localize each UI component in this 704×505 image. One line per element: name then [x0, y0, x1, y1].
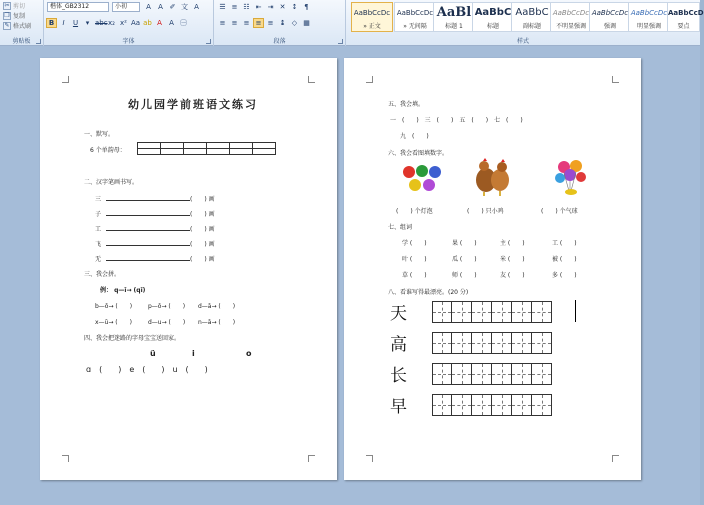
justify-icon[interactable]: ≡	[253, 18, 264, 28]
show-marks-icon[interactable]: ¶	[304, 3, 309, 11]
paragraph-group-label: 段落	[273, 38, 286, 45]
multilevel-list-icon[interactable]: ☷	[243, 3, 250, 11]
section-2-heading: 二、汉字笔画书写。	[84, 179, 139, 186]
clipboard-group-label: 剪贴板	[12, 38, 31, 45]
page-2[interactable]	[344, 58, 641, 480]
subscript-icon[interactable]: x₂	[108, 19, 115, 27]
section-1-heading: 一、默写。	[84, 131, 115, 138]
cut-button[interactable]: ✂ 剪切	[4, 1, 26, 10]
word-item: 师 ( )	[452, 272, 477, 279]
style-subtle-emphasis[interactable]: AaBbCcDc 不明显强调	[550, 2, 592, 32]
stroke-answer-line[interactable]	[106, 245, 190, 246]
writing-grid-row[interactable]	[432, 332, 552, 354]
style-heading-1[interactable]: AaBl 标题 1	[433, 2, 475, 32]
align-right-icon[interactable]: ≡	[243, 19, 250, 27]
stroke-answer-line[interactable]	[106, 230, 190, 231]
stroke-count-blank: ( ) 画	[190, 241, 215, 248]
styles-group-label: 样式	[516, 38, 529, 45]
stroke-char: 子	[95, 211, 102, 218]
highlight-icon[interactable]: ab	[143, 19, 152, 27]
copy-button[interactable]: ❐ 复制	[4, 11, 26, 20]
chinese-layout-icon[interactable]: ✕	[279, 3, 286, 11]
pinyin-item: b—ō→ ( )	[95, 303, 133, 310]
brush-icon: ✎	[4, 21, 10, 29]
model-character: 高	[390, 335, 407, 355]
decrease-indent-icon[interactable]: ⇤	[255, 3, 262, 11]
font-launcher-icon[interactable]	[206, 39, 211, 44]
paragraph-group	[214, 0, 346, 46]
document-workspace[interactable]	[0, 46, 700, 505]
format-painter-button[interactable]: ✎ 格式刷	[4, 21, 32, 30]
section-8-heading: 八、看谁写得最漂亮。(20 分)	[388, 289, 469, 296]
model-character: 早	[390, 397, 407, 417]
clipboard-group	[0, 0, 44, 46]
vowel-label: 6 个单韵母：	[90, 147, 126, 154]
font-size-select[interactable]: 小初	[112, 2, 140, 12]
light-bulbs-picture	[400, 160, 444, 196]
pinyin-item: x—ū→ ( )	[95, 319, 132, 326]
style-intense-emphasis[interactable]: AaBbCcDc 明显强调	[628, 2, 670, 32]
underline-icon[interactable]: U	[72, 19, 79, 27]
stroke-char: 飞	[95, 241, 102, 248]
copy-icon: ❐	[4, 11, 10, 19]
style-normal[interactable]: AaBbCcDc » 正文	[351, 2, 393, 32]
word-item: 主 ( )	[500, 240, 525, 247]
stroke-char: 工	[95, 226, 102, 233]
line-spacing-icon[interactable]: ↨	[279, 19, 286, 27]
page-1[interactable]	[40, 58, 337, 480]
margin-mark-top-left	[366, 76, 373, 83]
stroke-answer-line[interactable]	[106, 200, 190, 201]
char-border-icon[interactable]: A	[194, 3, 199, 11]
loose-letter: o	[246, 349, 252, 358]
superscript-icon[interactable]: x²	[120, 19, 127, 27]
shading-icon[interactable]: ◇	[291, 19, 298, 27]
word-item: 米 ( )	[500, 256, 525, 263]
stroke-count-blank: ( ) 画	[190, 211, 215, 218]
word-item: 被 ( )	[552, 256, 577, 263]
section-4-heading: 四、我会把迷路的字母宝宝送回家。	[84, 335, 181, 342]
borders-icon[interactable]: ▦	[303, 19, 310, 27]
chicks-picture	[472, 158, 512, 196]
stroke-answer-line[interactable]	[106, 260, 190, 261]
word-item: 工 ( )	[552, 240, 577, 247]
align-left-icon[interactable]: ≡	[219, 19, 226, 27]
section-6-heading: 六、我会看图填数字。	[388, 150, 449, 157]
font-toolbar-row2	[46, 18, 189, 28]
picture-count-blank: ( ) 个气球	[541, 208, 578, 215]
align-center-icon[interactable]: ≡	[231, 19, 238, 27]
stroke-count-blank: ( ) 画	[190, 226, 215, 233]
increase-indent-icon[interactable]: ⇥	[267, 3, 274, 11]
font-family-select[interactable]: 楷体_GB2312	[47, 2, 109, 12]
loose-letter: ü	[150, 349, 156, 358]
writing-grid-row[interactable]	[432, 363, 552, 385]
text-cursor	[575, 300, 576, 322]
stroke-char: 三	[95, 196, 102, 203]
strikethrough-icon[interactable]: abc	[95, 19, 108, 27]
word-item: 学 ( )	[402, 240, 427, 247]
underline-dropdown-icon[interactable]: ▾	[85, 19, 90, 27]
number-sequence-row-1: 一 ( ) 三 ( ) 五 ( ) 七 ( )	[390, 117, 523, 124]
writing-grid-row[interactable]	[432, 301, 552, 323]
grow-font-icon[interactable]: A	[146, 3, 151, 11]
margin-mark-top-left	[62, 76, 69, 83]
phonetic-guide-icon[interactable]: 文	[181, 3, 188, 11]
number-sequence-row-2: 九 ( )	[400, 133, 429, 140]
styles-group	[346, 0, 704, 46]
change-case-icon[interactable]: Aa	[131, 19, 141, 27]
italic-icon[interactable]: I	[62, 19, 65, 27]
bold-icon[interactable]: B	[46, 18, 57, 28]
picture-count-blank: ( ) 个灯泡	[396, 208, 433, 215]
shrink-font-icon[interactable]: A	[158, 3, 163, 11]
word-item: 友 ( )	[500, 272, 525, 279]
pinyin-item: d—u→ ( )	[148, 319, 186, 326]
style-subtitle[interactable]: AaBbC 副标题	[511, 2, 553, 32]
stroke-count-blank: ( ) 画	[190, 256, 215, 263]
scissors-icon: ✂	[4, 1, 10, 9]
pinyin-item: n—ā→ ( )	[198, 319, 236, 326]
word-item: 果 ( )	[452, 240, 477, 247]
worksheet-title: 幼儿园学前班语文练习	[128, 98, 258, 111]
word-item: 草 ( )	[402, 272, 427, 279]
pinyin-example: 例： q—ī→ (qī)	[100, 287, 146, 294]
stroke-answer-line[interactable]	[106, 215, 190, 216]
margin-mark-top-right	[612, 76, 619, 83]
char-shading-icon[interactable]: A	[169, 19, 174, 27]
margin-mark-bottom-right	[612, 455, 619, 462]
pinyin-item: d—ā→ ( )	[198, 303, 236, 310]
section-3-heading: 三、我会拼。	[84, 271, 121, 278]
writing-grid-row[interactable]	[432, 394, 552, 416]
font-color-icon[interactable]: A	[157, 19, 162, 27]
word-item: 多 ( )	[552, 272, 577, 279]
clipboard-launcher-icon[interactable]	[36, 39, 41, 44]
numbering-icon[interactable]: ≡	[231, 3, 238, 11]
stroke-count-blank: ( ) 画	[190, 196, 215, 203]
vowel-writing-grid[interactable]	[137, 142, 276, 155]
bullets-icon[interactable]: ☰	[219, 3, 226, 11]
font-toolbar-row1	[143, 2, 202, 12]
margin-mark-top-right	[308, 76, 315, 83]
model-character: 长	[390, 366, 407, 386]
vowel-sequence: ɑ ( ) e ( ) u ( )	[86, 365, 208, 374]
enclose-char-icon[interactable]: ㊀	[180, 19, 187, 27]
loose-letter: i	[192, 349, 195, 358]
section-5-heading: 五、我会填。	[388, 101, 425, 108]
font-group-label: 字体	[122, 38, 135, 45]
style-emphasis[interactable]: AaBbCcDc 强调	[589, 2, 631, 32]
paragraph-toolbar-row2	[217, 18, 312, 28]
margin-mark-bottom-left	[366, 455, 373, 462]
style-strong[interactable]: AaBbCcD 要点	[667, 2, 700, 32]
margin-mark-bottom-right	[308, 455, 315, 462]
picture-count-blank: ( ) 只小鸡	[467, 208, 504, 215]
distributed-icon[interactable]: ≡	[267, 19, 274, 27]
word-item: 叶 ( )	[402, 256, 427, 263]
font-group	[44, 0, 214, 46]
stroke-char: 无	[95, 256, 102, 263]
sort-icon[interactable]: ↕	[291, 3, 298, 11]
clear-format-icon[interactable]: ✐	[169, 3, 176, 11]
style-no-spacing[interactable]: AaBbCcDc » 无间隔	[394, 2, 436, 32]
balloons-picture	[554, 158, 588, 196]
margin-mark-bottom-left	[62, 455, 69, 462]
paragraph-launcher-icon[interactable]	[338, 39, 343, 44]
word-item: 瓜 ( )	[452, 256, 477, 263]
section-7-heading: 七、组词	[388, 224, 413, 231]
style-title[interactable]: AaBbC 标题	[472, 2, 514, 32]
paragraph-toolbar-row1	[217, 2, 312, 12]
ribbon	[0, 0, 704, 46]
pinyin-item: p—ō→ ( )	[148, 303, 186, 310]
model-character: 天	[390, 304, 407, 324]
